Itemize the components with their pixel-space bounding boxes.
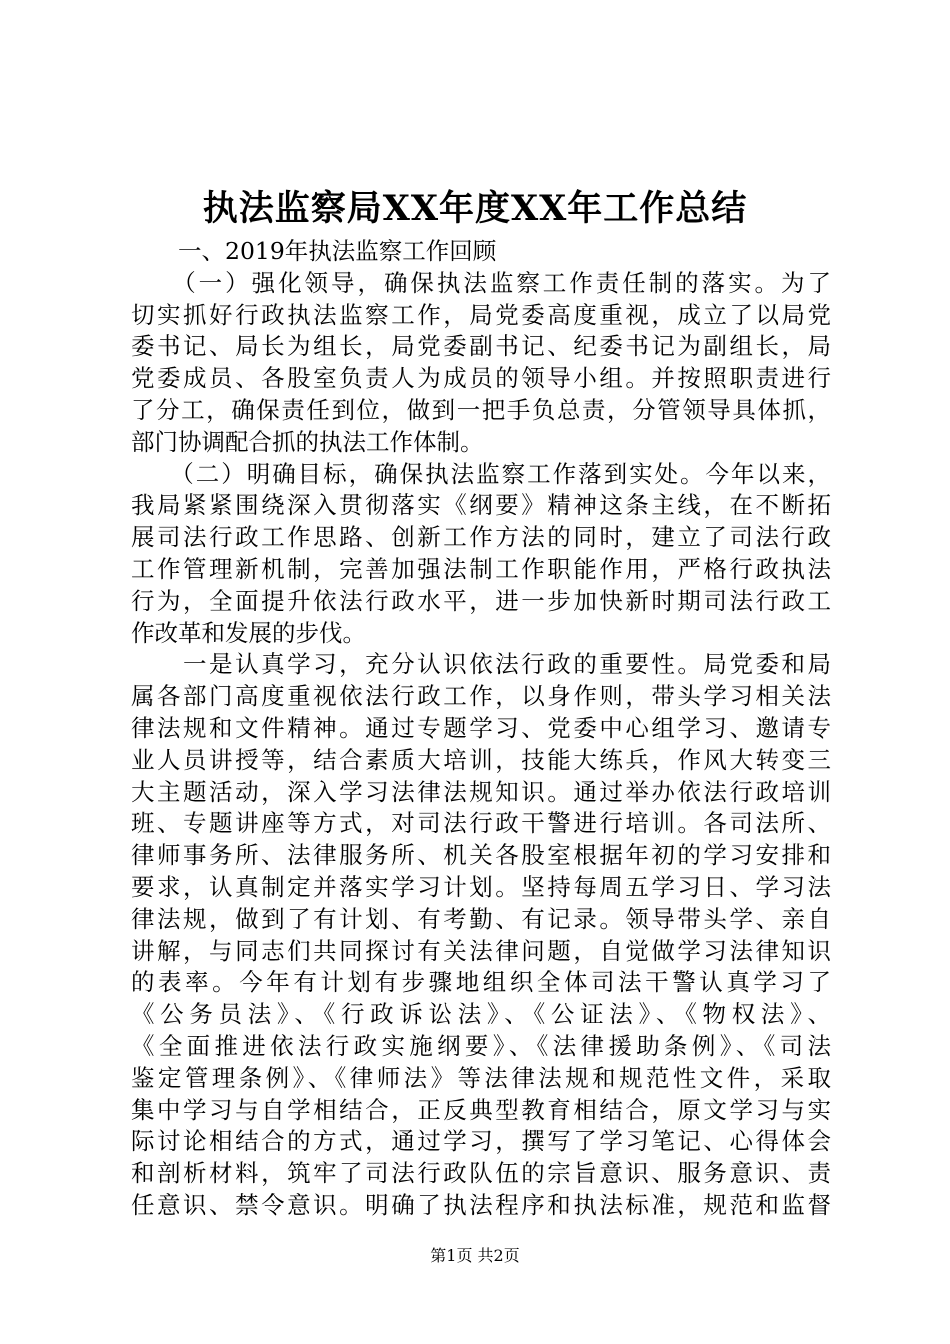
body-line: 工作管理新机制，完善加强法制工作职能作用，严格行政执法 [131, 554, 831, 583]
body-line: 讲解，与同志们共同探讨有关法律问题，自觉做学习法律知识 [131, 936, 831, 965]
body-line: 班、专题讲座等方式，对司法行政干警进行培训。各司法所、 [131, 809, 831, 838]
body-line: 展司法行政工作思路、创新工作方法的同时，建立了司法行政 [131, 523, 831, 552]
body-line: 律师事务所、法律服务所、机关各股室根据年初的学习安排和 [131, 841, 831, 870]
body-line: 集中学习与自学相结合，正反典型教育相结合，原文学习与实 [131, 1095, 831, 1124]
body-line: 大主题活动，深入学习法律法规知识。通过举办依法行政培训 [131, 777, 831, 806]
body-line: 业人员讲授等，结合素质大培训，技能大练兵，作风大转变三 [131, 745, 831, 774]
body-line: 委书记、局长为组长，局党委副书记、纪委书记为副组长，局 [131, 332, 831, 361]
body-line: 行为，全面提升依法行政水平，进一步加快新时期司法行政工 [131, 586, 831, 615]
body-line: 切实抓好行政执法监察工作，局党委高度重视，成立了以局党 [131, 300, 831, 329]
body-line: 作改革和发展的步伐。 [131, 618, 366, 647]
body-line: 一是认真学习，充分认识依法行政的重要性。局党委和局 [131, 650, 831, 679]
body-line: 任意识、禁令意识。明确了执法程序和执法标准，规范和监督 [131, 1190, 831, 1219]
body-line: 和剖析材料，筑牢了司法行政队伍的宗旨意识、服务意识、责 [131, 1159, 831, 1188]
body-line: 一、2019年执法监察工作回顾 [131, 237, 497, 265]
body-line: 我局紧紧围绕深入贯彻落实《纲要》精神这条主线，在不断拓 [131, 491, 831, 520]
document-body [131, 236, 831, 1222]
body-line: （一）强化领导，确保执法监察工作责任制的落实。为了 [131, 268, 831, 297]
body-line: 律法规和文件精神。通过专题学习、党委中心组学习、邀请专 [131, 713, 831, 742]
body-line: （二）明确目标，确保执法监察工作落到实处。今年以来， [131, 459, 831, 488]
body-line: 部门协调配合抓的执法工作体制。 [131, 427, 484, 456]
body-line: 属各部门高度重视依法行政工作，以身作则，带头学习相关法 [131, 682, 831, 711]
body-line: 的表率。今年有计划有步骤地组织全体司法干警认真学习了 [131, 968, 831, 997]
body-line: 党委成员、各股室负责人为成员的领导小组。并按照职责进行 [131, 364, 831, 393]
body-line: 要求，认真制定并落实学习计划。坚持每周五学习日、学习法 [131, 872, 831, 901]
body-line: 了分工，确保责任到位，做到一把手负总责，分管领导具体抓， [131, 395, 831, 424]
page-footer: 第1页 共2页 [430, 1246, 520, 1265]
body-line: 《全面推进依法行政实施纲要》、《法律援助条例》、《司法 [131, 1031, 831, 1060]
body-line: 律法规，做到了有计划、有考勤、有记录。领导带头学、亲自 [131, 904, 831, 933]
document-title: 执法监察局XX年度XX年工作总结 [202, 188, 748, 229]
body-line: 际讨论相结合的方式，通过学习，撰写了学习笔记、心得体会 [131, 1127, 831, 1156]
body-line: 《公务员法》、《行政诉讼法》、《公证法》、《物权法》、 [131, 1000, 831, 1029]
body-line: 鉴定管理条例》、《律师法》等法律法规和规范性文件，采取 [131, 1063, 831, 1092]
